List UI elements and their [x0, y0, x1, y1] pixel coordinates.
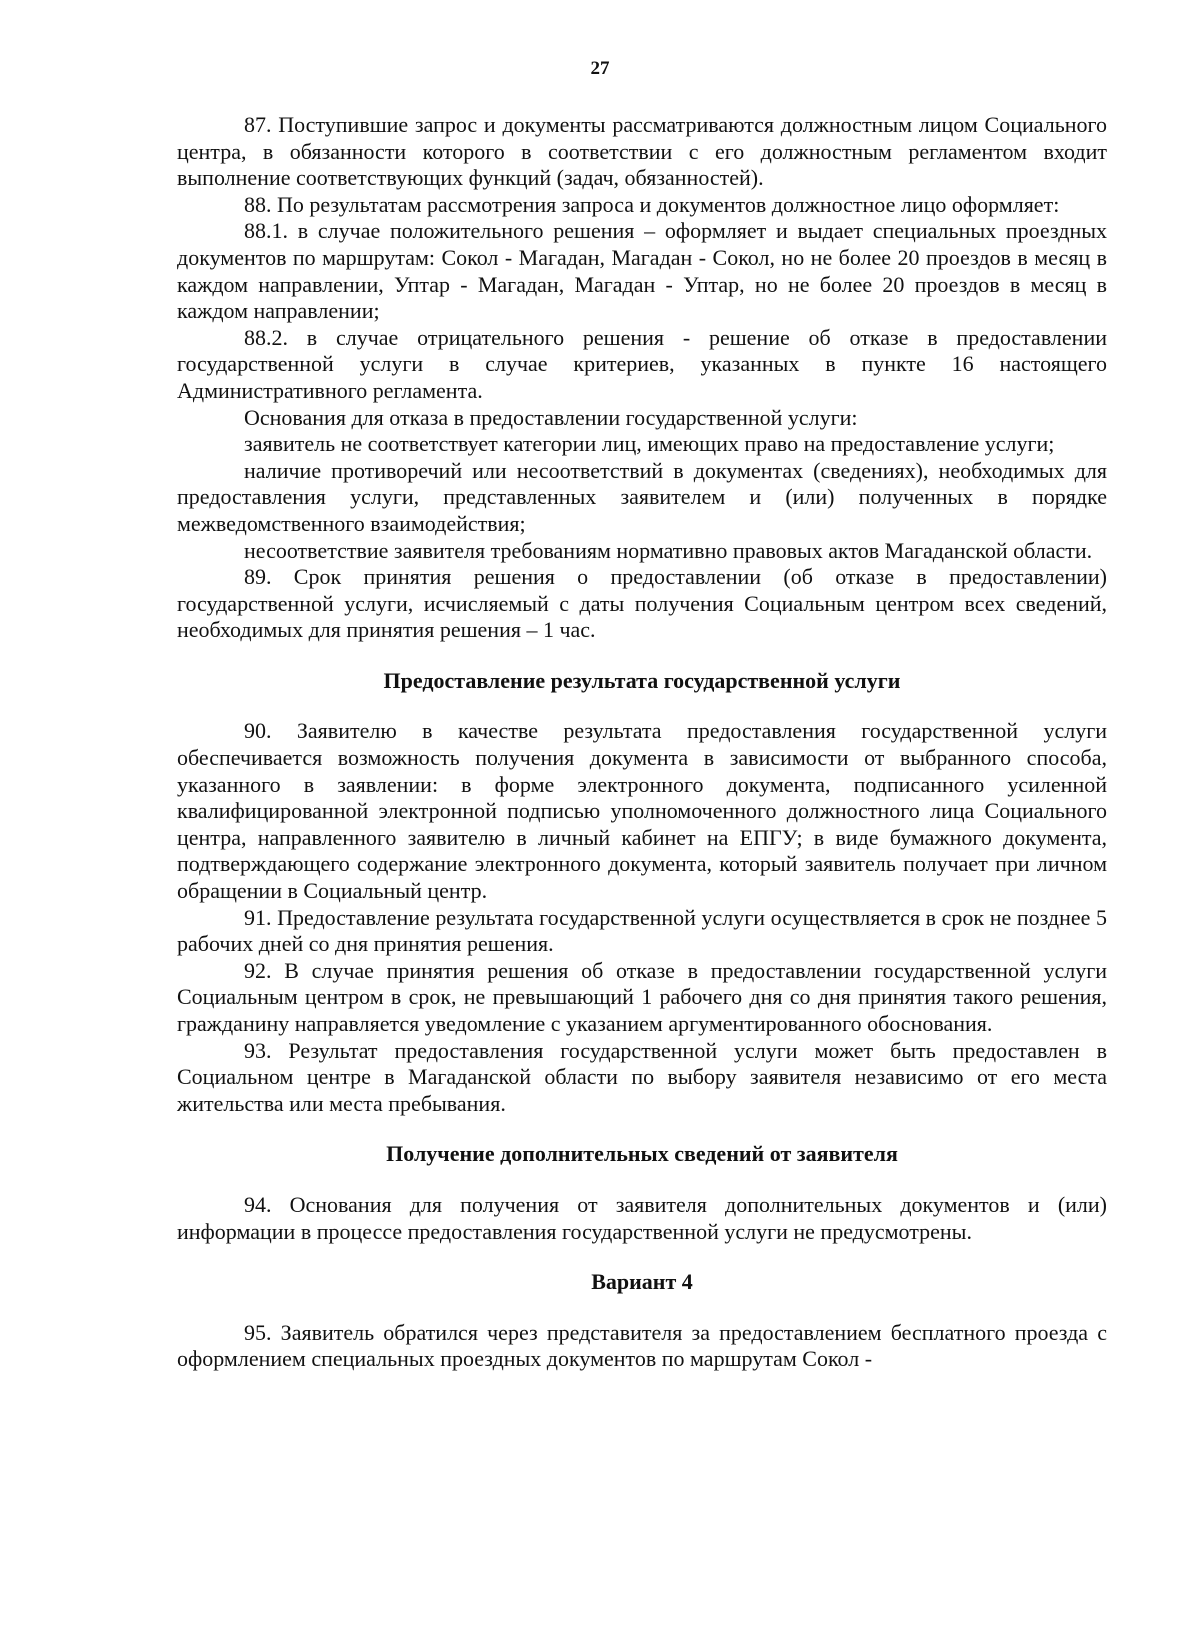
paragraph-94: 94. Основания для получения от заявителя дополнительных документов и (или) информации в процессе предоставления государственной услуги не предусмотрены. [177, 1191, 1107, 1244]
document-body [177, 112, 1107, 1373]
refusal-ground-2: наличие противоречий или несоответствий в документах (сведениях), необходимых для предоставления услуги, представленных заявителем и (или) полученных в порядке межведомственного взаимодействия; [177, 457, 1107, 536]
paragraph-93: 93. Результат предоставления государственной услуги может быть предоставлен в Социальном центре в Магаданской области по выбору заявителя независимо от его места жительства или места пребывания. [177, 1037, 1107, 1116]
section-heading-additional-info: Получение дополнительных сведений от заявителя [386, 1141, 898, 1167]
paragraph-88: 88. По результатам рассмотрения запроса и документов должностное лицо оформляет: [244, 191, 1060, 217]
paragraph-91: 91. Предоставление результата государственной услуги осуществляется в срок не позднее 5 рабочих дней со дня принятия решения. [177, 904, 1107, 957]
page-number: 27 [590, 58, 610, 79]
paragraph-92: 92. В случае принятия решения об отказе в предоставлении государственной услуги Социальным центром в срок, не превышающий 1 рабочего дня со дня принятия такого решения, гражданину направляется уведомление с указанием аргументированного обоснования. [177, 957, 1107, 1036]
refusal-ground-1: заявитель не соответствует категории лиц, имеющих право на предоставление услуги; [244, 431, 1055, 457]
paragraph-87: 87. Поступившие запрос и документы рассматриваются должностным лицом Социального центра, в обязанности которого в соответствии с его должностным регламентом входит выполнение соответствующих функций (задач, обязанностей). [177, 112, 1107, 191]
section-heading-result: Предоставление результата государственной услуги [383, 667, 901, 693]
refusal-ground-3: несоответствие заявителя требованиям нормативно правовых актов Магаданской области. [244, 537, 1093, 563]
section-heading-variant-4: Вариант 4 [591, 1269, 693, 1295]
paragraph-90: 90. Заявителю в качестве результата предоставления государственной услуги обеспечивается возможность получения документа в зависимости от выбранного способа, указанного в заявлении: в форме электронного документа, подписанного усиленной квалифицированной электронной подписью уполномоченного должностного лица Социального центра, направленного заявителю в личный кабинет на ЕПГУ; в виде бумажного документа, подтверждающего содержание электронного документа, который заявитель получает при личном обращении в Социальный центр. [177, 718, 1107, 904]
paragraph-95: 95. Заявитель обратился через представителя за предоставлением бесплатного проезда с оформлением специальных проездных документов по маршрутам Сокол - [177, 1319, 1107, 1372]
paragraph-89: 89. Срок принятия решения о предоставлении (об отказе в предоставлении) государственной услуги, исчисляемый с даты получения Социальным центром всех сведений, необходимых для принятия решения – 1 час. [177, 564, 1107, 643]
paragraph-88-1: 88.1. в случае положительного решения – оформляет и выдает специальных проездных документов по маршрутам: Сокол - Магадан, Магадан - Сокол, но не более 20 проездов в месяц в каждом направлении, Уптар - Магадан, Магадан - Уптар, но не более 20 проездов в месяц в каждом направлении; [177, 218, 1107, 324]
paragraph-88-2: 88.2. в случае отрицательного решения - решение об отказе в предоставлении государственной услуги в случае критериев, указанных в пункте 16 настоящего Административного регламента. [177, 324, 1107, 403]
refusal-grounds-intro: Основания для отказа в предоставлении государственной услуги: [244, 404, 858, 430]
